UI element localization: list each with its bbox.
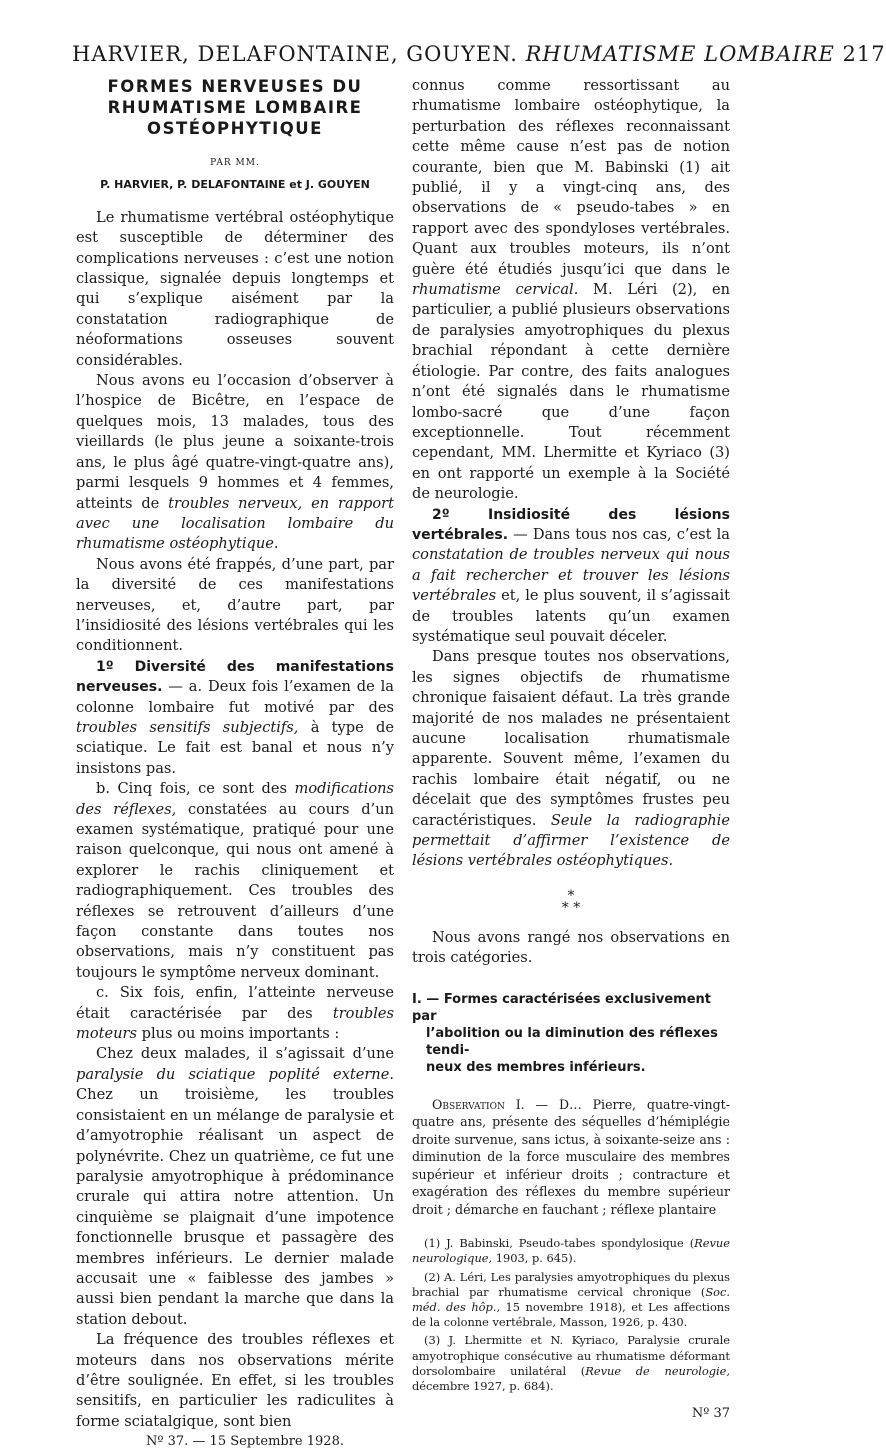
text-run: connus comme ressortissant au rhumatisme lombaire ostéophytique, la perturbation des réflexes reconnaissant cette même cause n’est pas de notion courante, bien que M. Babinski (1) ait publié, il y a vingt-cinq ans, des observations de « pseudo-tabes » en rapport avec des spondyloses vertébrales. Quant aux troubles moteurs, ils n’ont guère été étudiés jusqu’ici que dans le	[412, 77, 730, 278]
text-run: — a. Deux fois l’examen de la colonne lombaire fut motivé par des	[76, 678, 394, 716]
par-mm: PAR MM.	[210, 158, 260, 168]
section-heading-line: l’abolition ou la diminution des réflexes tendi-	[426, 1025, 718, 1058]
text-run: constatées au cours d’un examen systématique, pratiqué pour une raison quelconque, qui nous ont amené à explorer le rachis cliniquement et radiographiquement. Ces troubles des réflexes se retrouvent d’ailleurs d’une façon constante dans toutes nos observations, mais n’y constituent pas toujours le symptôme nerveux dominant.	[76, 800, 394, 981]
emphasis: constatation de troubles nerveux qui nous a fait rechercher et trouver les lésions vertébrales	[412, 546, 730, 605]
paragraph	[76, 1044, 394, 1330]
emphasis: troubles sensitifs subjectifs,	[76, 718, 299, 736]
text-run: Chez deux malades, il s’agissait d’une	[96, 1045, 394, 1063]
paragraph	[412, 505, 730, 648]
paragraph	[412, 76, 730, 505]
emphasis: rhumatisme cervical.	[412, 281, 579, 299]
paragraph: Le rhumatisme vertébral ostéophytique est susceptible de déterminer des complications nerveuses : c’est une notion classique, signalée depuis longtemps et qui s’explique aisément par la constatation radiographique de néoformations osseuses souvent considérables.	[76, 208, 394, 369]
text-run: (1) J. Babinski, Pseudo-tabes spondylosique (	[424, 1236, 695, 1251]
issue-folio: Nº 37. — 15 Septembre 1928.	[146, 1434, 344, 1450]
paragraph: La fréquence des troubles réflexes et moteurs dans nos observations mérite d’être soulignée. En effet, si les troubles sensitifs, en particulier les radiculites à forme sciatalgique, sont bien	[76, 1331, 394, 1430]
text-run: Nous avons eu l’occasion d’observer à l’hospice de Bicêtre, en l’espace de quelques mois, 13 malades, tous des vieillards (le plus jeune a soixante-trois ans, le plus âgé quatre-vingt-quatre ans), parmi lesquels 9 hommes et 4 femmes, atteints de	[76, 372, 394, 512]
paragraph	[412, 647, 730, 871]
emphasis: troubles nerveux, en rapport avec une localisation lombaire du rhumatisme ostéophytique.	[76, 494, 394, 553]
text-run: b. Cinq fois, ce sont des	[96, 780, 295, 798]
right-column	[412, 76, 730, 1425]
emphasis: troubles moteurs	[76, 1004, 394, 1043]
paragraph	[76, 371, 394, 555]
asterism-stars: * *	[561, 899, 581, 916]
text-run: c. Six fois, enfin, l’atteinte nerveuse était caractérisée par des	[76, 984, 394, 1022]
emphasis: Revue neurologique,	[412, 1236, 730, 1266]
section-heading-line: I. — Formes caractérisées exclusivement par	[412, 991, 711, 1024]
text-run: Chez un troisième, les troubles consistaient en un mélange de paralysie et d’amyotrophie réalisant un aspect de polynévrite. Chez un quatrième, ce fut une paralysie amyotrophique à prédominance crurale qui attira notre attention. Un cinquième se plaignait d’une impotence fonctionnelle brusque et passagère des membres inférieurs. Le dernier malade accusait une « faiblesse des jambes » aussi bien pendant la marche que dans la station debout.	[76, 1086, 394, 1328]
text-run: M. Léri (2), en particulier, a publié plusieurs observations de paralysies amyotrophiques du plexus brachial répondant à cette dernière étiologie. Par contre, des faits analogues n’ont été signalés dans le rhumatisme lombo-sacré que d’une façon exceptionnelle. Tout récemment cependant, MM. Lhermitte et Kyriaco (3) en ont rapporté un exemple à la Société de neurologie.	[412, 281, 730, 503]
text-run: — Dans tous nos cas, c’est la	[508, 525, 730, 543]
footnotes	[412, 1236, 730, 1394]
emphasis: paralysie du sciatique poplité externe.	[76, 1065, 394, 1083]
text-run: plus ou moins importants :	[137, 1025, 340, 1043]
asterism	[412, 887, 730, 916]
text-run: 1903, p. 645).	[492, 1251, 577, 1266]
footnote	[412, 1333, 730, 1394]
text-run: (2) A. Léri, Les paralysies amyotrophiques du plexus brachial par rhumatisme cervical chronique (	[412, 1269, 730, 1299]
emphasis: Revue de neurologie,	[585, 1363, 730, 1378]
footnote	[412, 1270, 730, 1331]
text-run: décembre 1927, p. 684).	[412, 1378, 554, 1393]
text-run: à type de sciatique. Le fait est banal et nous n’y insistons pas.	[76, 718, 395, 777]
asterism-star: *	[567, 887, 575, 904]
paragraph	[76, 657, 394, 779]
running-head	[72, 42, 886, 66]
issue-number: Nº 37	[691, 1406, 730, 1422]
article-title	[76, 76, 394, 139]
text-run: Dans presque toutes nos observations, les signes objectifs de rhumatisme chronique faisaient défaut. La très grande majorité de nos malades ne présentaient aucune localisation rhumatismale apparente. Souvent même, l’examen du rachis lombaire était négatif, ou ne décelait que des symptômes frustes peu caractéristiques.	[412, 648, 730, 829]
paragraph: Nous avons rangé nos observations en trois catégories.	[412, 928, 730, 967]
running-head-title: RHUMATISME LOMBAIRE	[525, 42, 835, 66]
observation	[412, 1096, 730, 1219]
article-title-line: RHUMATISME LOMBAIRE	[107, 98, 363, 117]
observation-label: Observation I.	[432, 1096, 525, 1112]
section-heading-line: neux des membres inférieurs.	[426, 1059, 646, 1075]
article-title-line: FORMES NERVEUSES DU	[107, 77, 363, 96]
running-head-authors: HARVIER, DELAFONTAINE, GOUYEN.	[72, 42, 518, 66]
page-number: 217	[842, 42, 886, 66]
text-run: 15 novembre 1918), et Les affections de la colonne vertébrale, Masson, 1926, p. 430.	[412, 1299, 730, 1330]
section-heading	[412, 991, 730, 1076]
paragraph: Nous avons été frappés, d’une part, par la diversité de ces manifestations nerveuses, et, d’autre part, par l’insidiosité des lésions vertébrales qui les conditionnent.	[76, 555, 394, 655]
emphasis: modifications des réflexes,	[76, 780, 394, 818]
text-run: (3) J. Lhermitte et N. Kyriaco, Paralysie crurale amyotrophique consécutive au rhumatisme déformant dorsolombaire unilatéral (	[412, 1333, 730, 1378]
article-title-line: OSTÉOPHYTIQUE	[147, 119, 323, 138]
subheading: 2º Insidiosité des lésions vertébrales.	[412, 506, 730, 543]
paragraph	[76, 779, 394, 983]
emphasis: Soc. méd. des hôp.,	[412, 1284, 730, 1314]
subheading: 1º Diversité des manifestations nerveuses.	[76, 658, 394, 696]
text-run: et, le plus souvent, il s’agissait de troubles latents qu’un examen systématique seul pouvait déceler.	[412, 587, 730, 645]
article-authors: P. HARVIER, P. DELAFONTAINE et J. GOUYEN	[100, 178, 370, 192]
emphasis: Seule la radiographie permettait d’affirmer l’existence de lésions vertébrales ostéophytiques.	[412, 811, 730, 870]
footnote	[412, 1236, 730, 1266]
text-run: — D… Pierre, quatre-vingt-quatre ans, présente des séquelles d’hémiplégie droite survenue, sans ictus, à soixante-seize ans : diminution de la force musculaire des membres supérieur et inférieur droits ; contracture et exagération des réflexes du membre supérieur droit ; démarche en fauchant ; réflexe plantaire	[412, 1096, 730, 1217]
left-column	[76, 76, 394, 1453]
paragraph	[76, 983, 394, 1044]
